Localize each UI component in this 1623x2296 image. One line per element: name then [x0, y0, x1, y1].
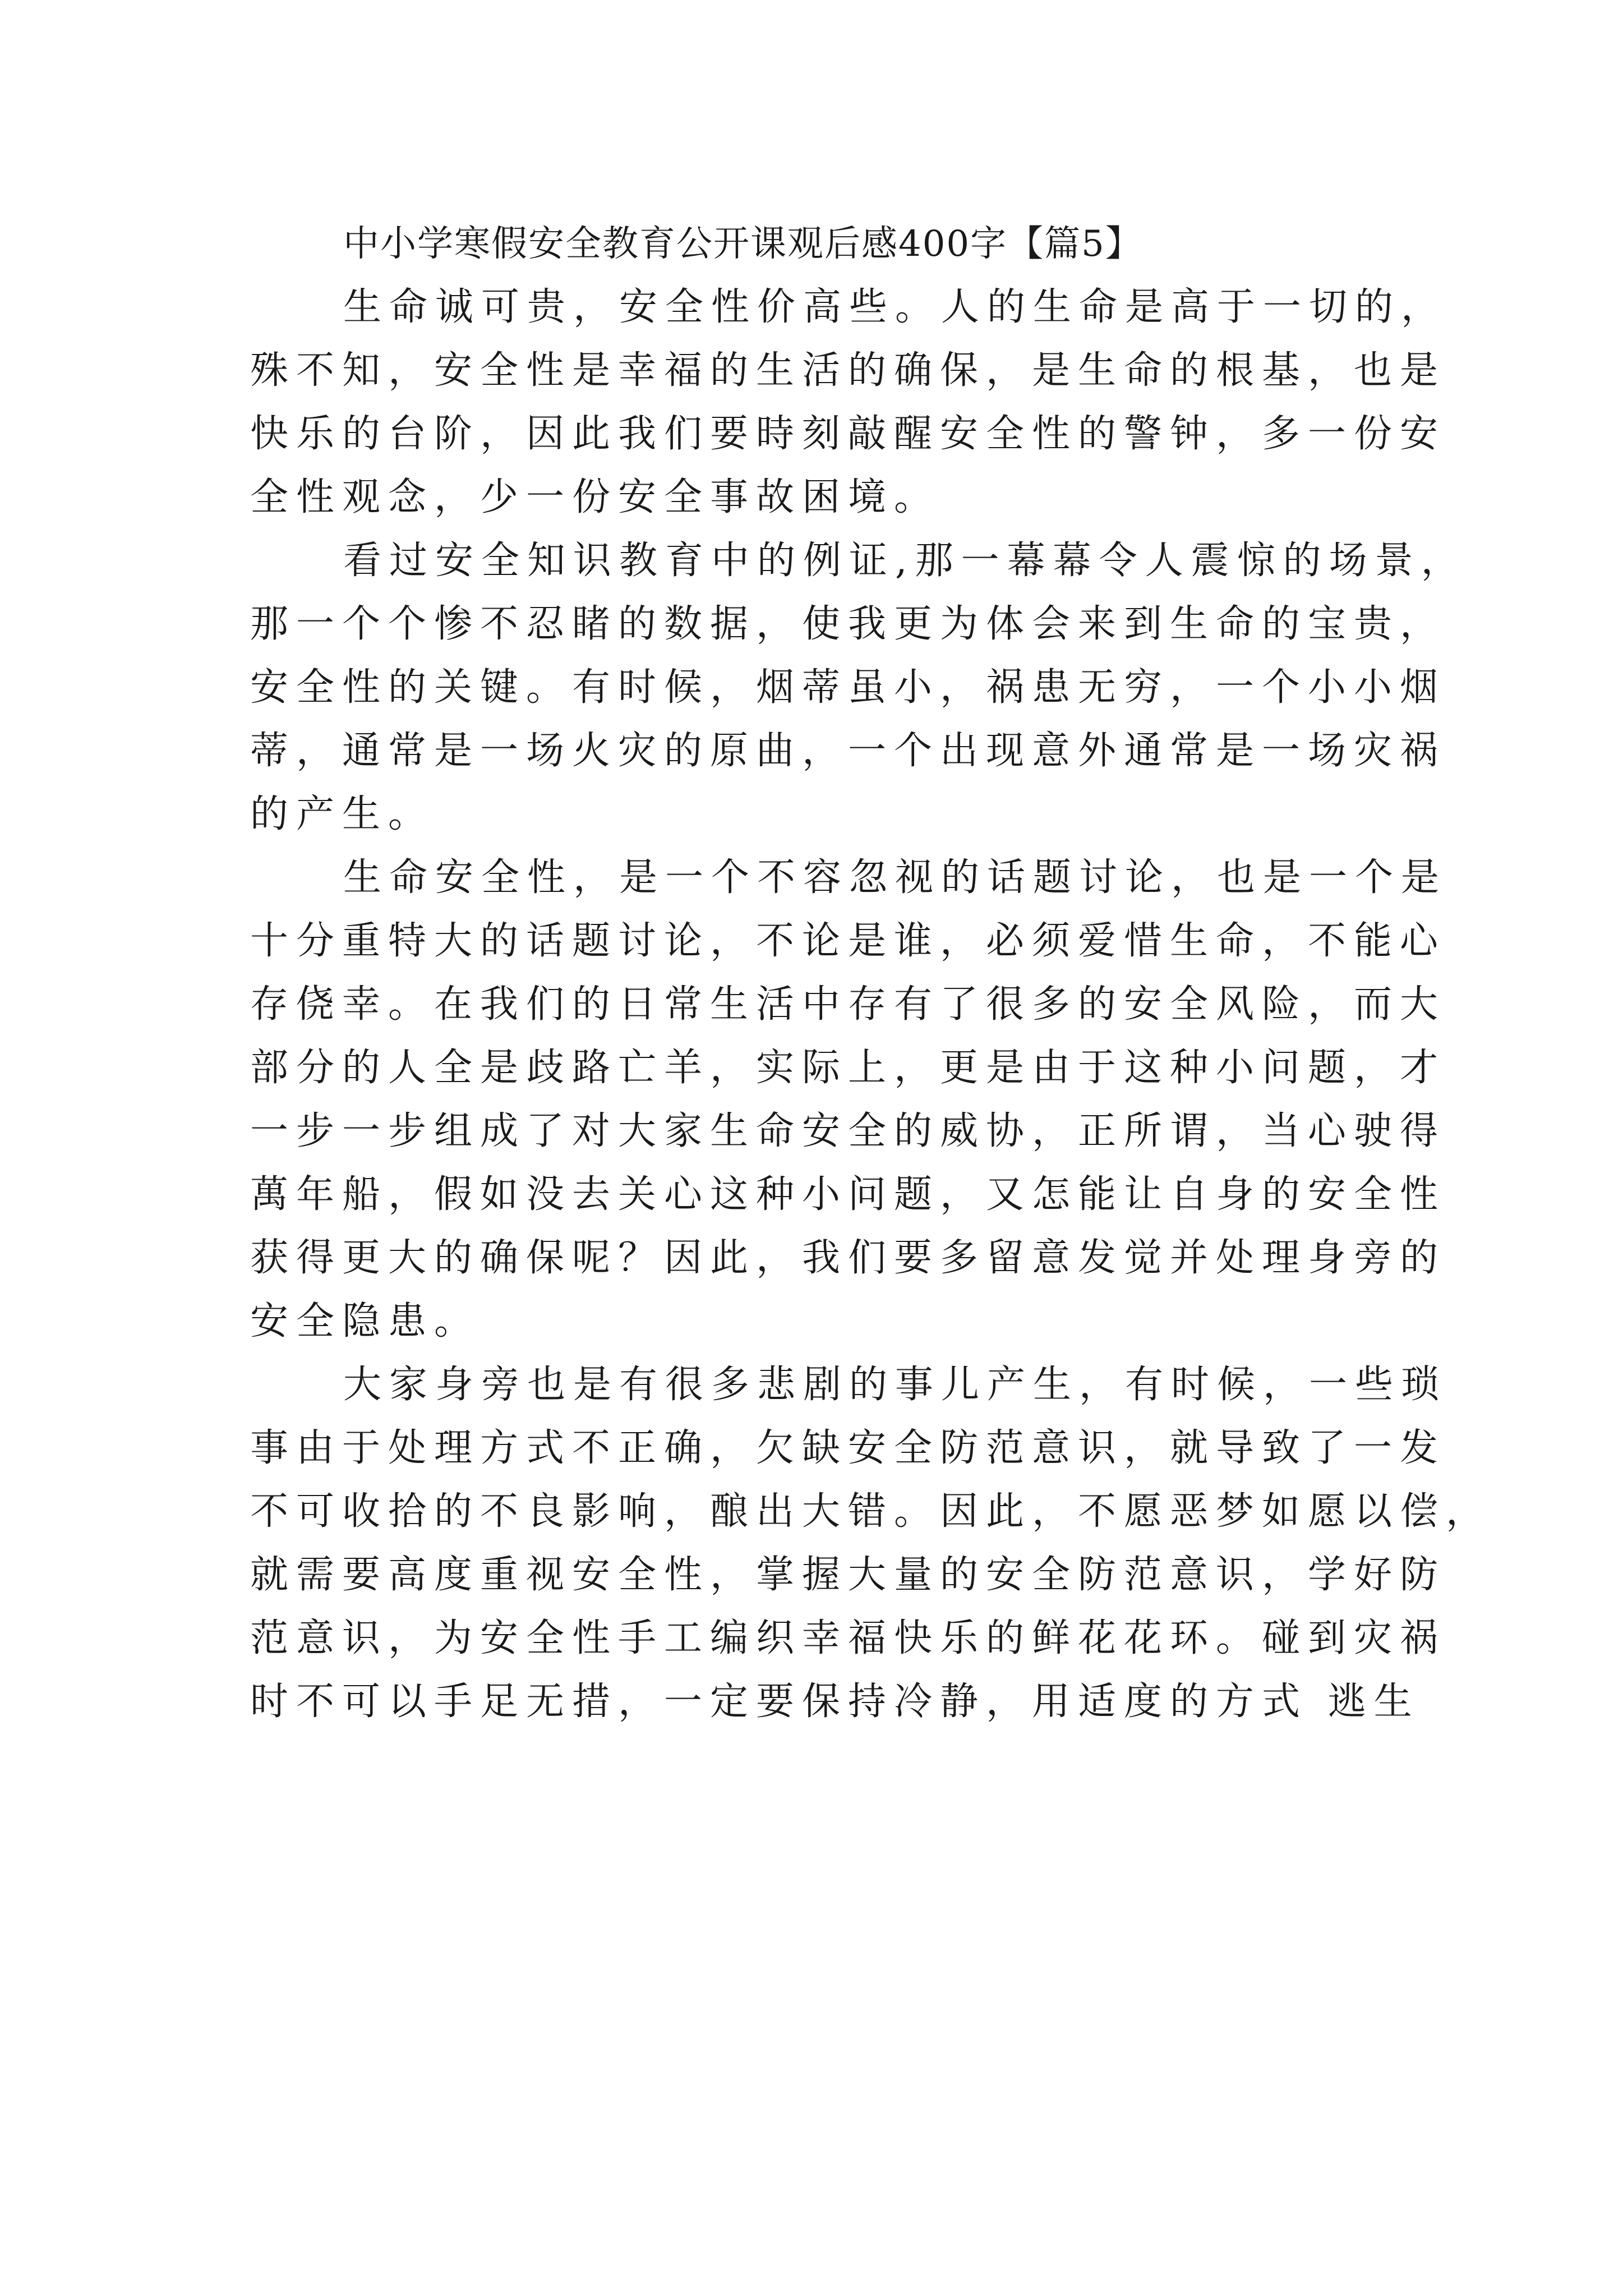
paragraph-line: 安全隐患。: [250, 1299, 481, 1343]
document-title: 中小学寒假安全教育公开课观后感400字【篇5】: [343, 223, 1142, 265]
paragraph-line: 事由于处理方式不正确，欠缺安全防范意识，就导致了一发: [250, 1426, 1446, 1470]
paragraph-line: 快乐的台阶，因此我们要時刻敲醒安全性的警钟，多一份安: [250, 412, 1446, 456]
paragraph-line: 全性观念，少一份安全事故困境。: [250, 475, 940, 519]
paragraph-line: 的产生。: [250, 792, 435, 836]
paragraph-line: 十分重特大的话题讨论，不论是谁，必须爱惜生命，不能心: [250, 919, 1446, 963]
paragraph-line: 一步一步组成了对大家生命安全的威协，正所谓，当心驶得: [250, 1109, 1446, 1153]
paragraph-line: 蒂，通常是一场火灾的原曲，一个出现意外通常是一场灾祸: [250, 729, 1446, 773]
paragraph-line: 看过安全知识教育中的例证,那一幕幕令人震惊的场景，: [343, 539, 1467, 583]
paragraph-line: 那一个个惨不忍睹的数据，使我更为体会来到生命的宝贵，: [250, 602, 1446, 646]
paragraph-line: 殊不知，安全性是幸福的生活的确保，是生命的根基，也是: [250, 348, 1446, 393]
paragraph-line: 生命诚可贵，安全性价高些。人的生命是高于一切的，: [343, 285, 1447, 329]
paragraph-line: 安全性的关键。有时候，烟蒂虽小，祸患无穷，一个小小烟: [250, 665, 1446, 710]
paragraph-line: 不可收拾的不良影响，酿出大错。因此，不愿恶梦如愿以偿，: [250, 1489, 1492, 1534]
paragraph-line: 就需要高度重视安全性，掌握大量的安全防范意识，学好防: [250, 1553, 1446, 1597]
paragraph-line: 范意识，为安全性手工编织幸福快乐的鲜花花环。碰到灾祸: [250, 1616, 1446, 1660]
paragraph-line: 存侥幸。在我们的日常生活中存有了很多的安全风险，而大: [250, 982, 1446, 1027]
paragraph-line: 大家身旁也是有很多悲剧的事儿产生，有时候，一些琐: [343, 1363, 1447, 1407]
paragraph-line: 获得更大的确保呢？因此，我们要多留意发觉并处理身旁的: [250, 1236, 1446, 1280]
paragraph-line: 时不可以手足无措，一定要保持冷静，用适度的方式 逃生: [250, 1680, 1420, 1724]
paragraph-line: 部分的人全是歧路亡羊，实际上，更是由于这种小问题，才: [250, 1046, 1446, 1090]
paragraph-line: 萬年船，假如没去关心这种小问题，又怎能让自身的安全性: [250, 1172, 1446, 1217]
paragraph-line: 生命安全性，是一个不容忽视的话题讨论，也是一个是: [343, 855, 1447, 900]
